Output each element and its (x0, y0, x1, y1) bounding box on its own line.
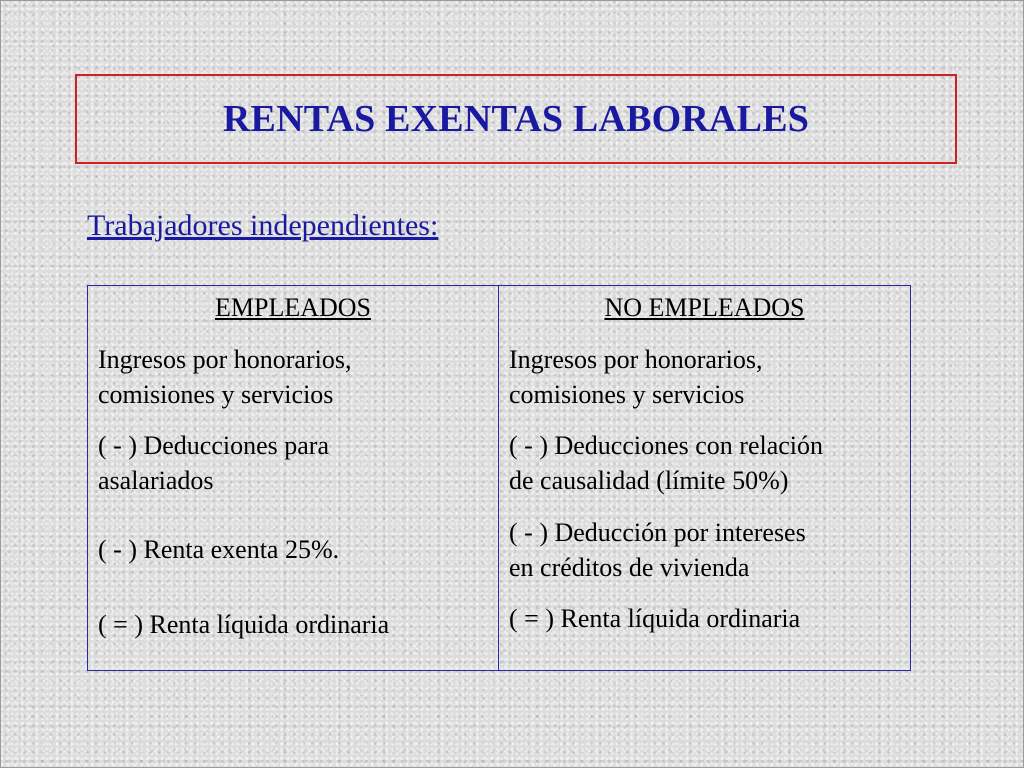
list-item (509, 515, 902, 585)
title-box (75, 74, 957, 164)
item-line: ( - ) Deducciones para (98, 431, 329, 460)
item-line: Ingresos por honorarios, (509, 345, 763, 374)
item-line: ( - ) Renta exenta 25%. (98, 535, 340, 564)
column-empleados (88, 286, 499, 670)
item-line: Ingresos por honorarios, (98, 345, 352, 374)
item-line: ( = ) Renta líquida ordinaria (509, 604, 801, 633)
item-line: asalariados (98, 466, 214, 495)
item-line: ( = ) Renta líquida ordinaria (98, 610, 390, 639)
column-header-empleados: EMPLEADOS (214, 293, 371, 322)
item-line: de causalidad (límite 50%) (509, 466, 789, 495)
list-item (509, 342, 902, 412)
item-line: ( - ) Deducciones con relación (509, 431, 824, 460)
column-no-empleados (499, 286, 910, 670)
list-item (98, 607, 490, 642)
comparison-table (87, 285, 911, 671)
list-item (98, 428, 490, 498)
item-line: comisiones y servicios (509, 380, 745, 409)
column-header-no-empleados: NO EMPLEADOS (604, 293, 805, 322)
item-line: comisiones y servicios (98, 380, 334, 409)
item-line: en créditos de vivienda (509, 553, 750, 582)
item-line: ( - ) Deducción por intereses (509, 518, 806, 547)
list-item (98, 342, 490, 412)
slide-title: RENTAS EXENTAS LABORALES (222, 98, 810, 140)
list-item (98, 532, 490, 567)
subtitle: Trabajadores independientes: (87, 209, 439, 242)
list-item (509, 601, 902, 636)
list-item (509, 428, 902, 498)
